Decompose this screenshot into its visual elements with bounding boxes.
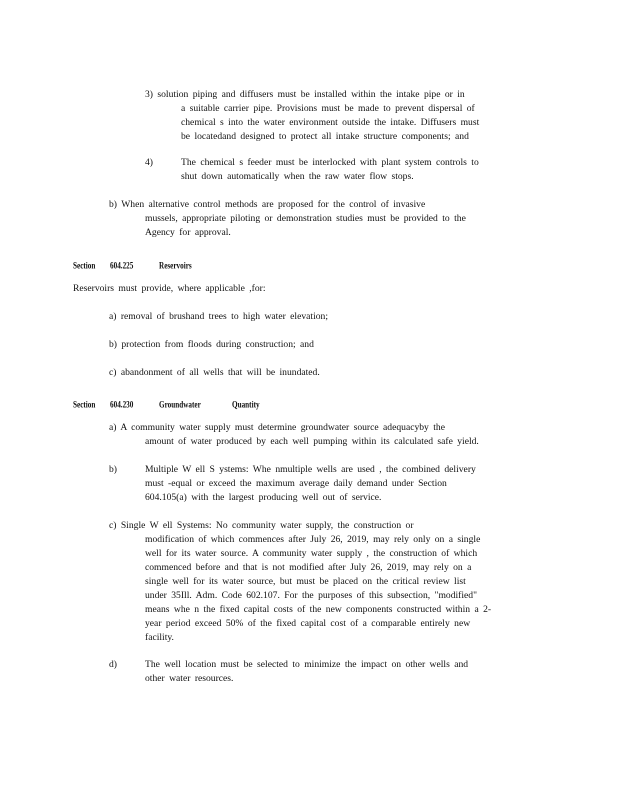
text-line: 3) solution piping and diffusers must be installed within the intake pipe or in xyxy=(145,89,465,100)
groundwater-item-b xyxy=(109,463,476,505)
text-line: facility. xyxy=(145,632,174,643)
reservoirs-item-a xyxy=(109,310,328,324)
text-line: shut down automatically when the raw water flow stops. xyxy=(181,171,414,182)
text-line: a) removal of brushand trees to high water elevation; xyxy=(109,311,328,322)
text-line: b) When alternative control methods are proposed for the control of invasive xyxy=(109,199,426,210)
text-line: year period exceed 50% of the fixed capital cost of a comparable entirely new xyxy=(145,618,471,629)
text-line: b) protection from floods during construction; and xyxy=(109,339,314,350)
item-label: 4) xyxy=(145,157,153,168)
groundwater-item-a xyxy=(109,421,479,449)
text-line: means whe n the fixed capital costs of the new components constructed within a 2- xyxy=(145,604,492,615)
text-line: be locatedand designed to protect all intake structure components; and xyxy=(181,131,469,142)
list-item-3 xyxy=(145,88,479,144)
list-item-b xyxy=(109,198,466,240)
list-item-4 xyxy=(145,156,479,184)
reservoirs-item-b xyxy=(109,338,314,352)
text-line: well for its water source. A community water supply , the construction of which xyxy=(145,548,478,559)
section-title: Reservoirs xyxy=(159,260,192,271)
text-line: 604.105(a) with the largest producing well out of service. xyxy=(145,492,382,503)
text-line: The well location must be selected to minimize the impact on other wells and xyxy=(145,659,469,670)
text-line: The chemical s feeder must be interlocked with plant system controls to xyxy=(181,157,479,168)
section-word: Section xyxy=(73,260,96,271)
text-line: other water resources. xyxy=(145,673,234,684)
text-line: mussels, appropriate piloting or demonstration studies must be provided to the xyxy=(145,213,466,224)
section-word: Section xyxy=(73,399,96,410)
text-line: under 35Ill. Adm. Code 602.107. For the purposes of this subsection, "modified" xyxy=(145,590,478,601)
text-line: must -equal or exceed the maximum average daily demand under Section xyxy=(145,478,447,489)
text-line: Agency for approval. xyxy=(145,227,231,238)
section-title-2: Quantity xyxy=(232,399,260,410)
text-line: modification of which commences after July 26, 2019, may rely only on a single xyxy=(145,534,481,545)
text-line: single well for its water source, but must be placed on the critical review list xyxy=(145,576,466,587)
text-line: a suitable carrier pipe. Provisions must be made to prevent dispersal of xyxy=(181,103,475,114)
reservoirs-intro xyxy=(73,282,266,296)
groundwater-item-d xyxy=(109,658,468,686)
text-line: amount of water produced by each well pumping within its calculated safe yield. xyxy=(145,436,479,447)
section-title: Groundwater xyxy=(159,399,201,410)
text-line: c) abandonment of all wells that will be inundated. xyxy=(109,367,320,378)
item-label: d) xyxy=(109,659,117,670)
text-line: a) A community water supply must determine groundwater source adequacyby the xyxy=(109,422,445,433)
section-number: 604.225 xyxy=(110,260,134,271)
reservoirs-item-c xyxy=(109,366,320,380)
text-line: commenced before and that is not modified after July 26, 2019, may rely on a xyxy=(145,562,472,573)
groundwater-item-c xyxy=(109,519,491,645)
text-line: c) Single W ell Systems: No community water supply, the construction or xyxy=(109,520,414,531)
text-line: Multiple W ell S ystems: Whe nmultiple wells are used , the combined delivery xyxy=(145,464,476,475)
section-number: 604.230 xyxy=(110,399,134,410)
text-line: chemical s into the water environment outside the intake. Diffusers must xyxy=(181,117,480,128)
item-label: b) xyxy=(109,464,117,475)
text-line: Reservoirs must provide, where applicable ,for: xyxy=(73,283,266,294)
